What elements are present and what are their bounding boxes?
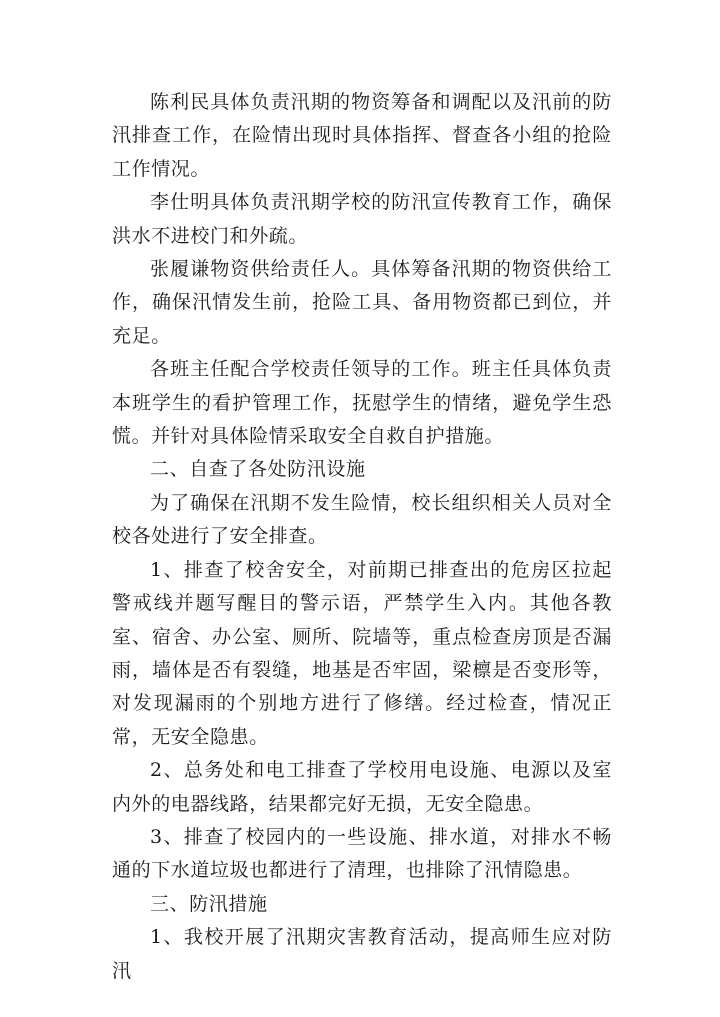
paragraph-class-teachers: 各班主任配合学校责任领导的工作。班主任具体负责本班学生的看护管理工作，抚慰学生的情绪，避免学生恐慌。并针对具体险情采取安全自救自护措施。 — [112, 358, 612, 448]
paragraph-inspection-intro: 为了确保在汛期不发生险情，校长组织相关人员对全校各处进行了安全排查。 — [112, 491, 612, 548]
paragraph-zhang-lvqian: 张履谦物资供给责任人。具体筹备汛期的物资供给工作，确保汛情发生前，抢险工具、备用物资都已到位，并充足。 — [112, 258, 612, 347]
paragraph-item-2-electric: 2、总务处和电工排查了学校用电设施、电源以及室内外的电器线路，结果都完好无损，无安全隐患。 — [112, 759, 612, 815]
paragraph-item-1-buildings: 1、排查了校舍安全，对前期已排查出的危房区拉起警戒线并题写醒目的警示语，严禁学生入内。其他各教室、宿舍、办公室、厕所、院墙等，重点检查房顶是否漏雨，墙体是否有裂缝，地基是否牢固，梁檩是否变形等，对发现漏雨的个别地方进行了修缮。经过检查，情况正常，无安全隐患。 — [112, 558, 612, 748]
section-heading-2: 二、自查了各处防汛设施 — [150, 458, 366, 481]
paragraph-item-3-drainage: 3、排查了校园内的一些设施、排水道，对排水不畅通的下水道垃圾也都进行了清理，也排除了汛情隐患。 — [112, 825, 612, 882]
paragraph-chen-limin: 陈利民具体负责汛期的物资筹备和调配以及汛前的防汛排查工作，在险情出现时具体指挥、督查各小组的抢险工作情况。 — [112, 91, 612, 180]
paragraph-measure-1: 1、我校开展了汛期灾害教育活动，提高师生应对防汛 — [112, 926, 612, 982]
paragraph-li-shiming: 李仕明具体负责汛期学校的防汛宣传教育工作，确保洪水不进校门和外疏。 — [112, 191, 612, 247]
document-body — [112, 86, 612, 988]
section-heading-3: 三、防汛措施 — [150, 892, 268, 915]
